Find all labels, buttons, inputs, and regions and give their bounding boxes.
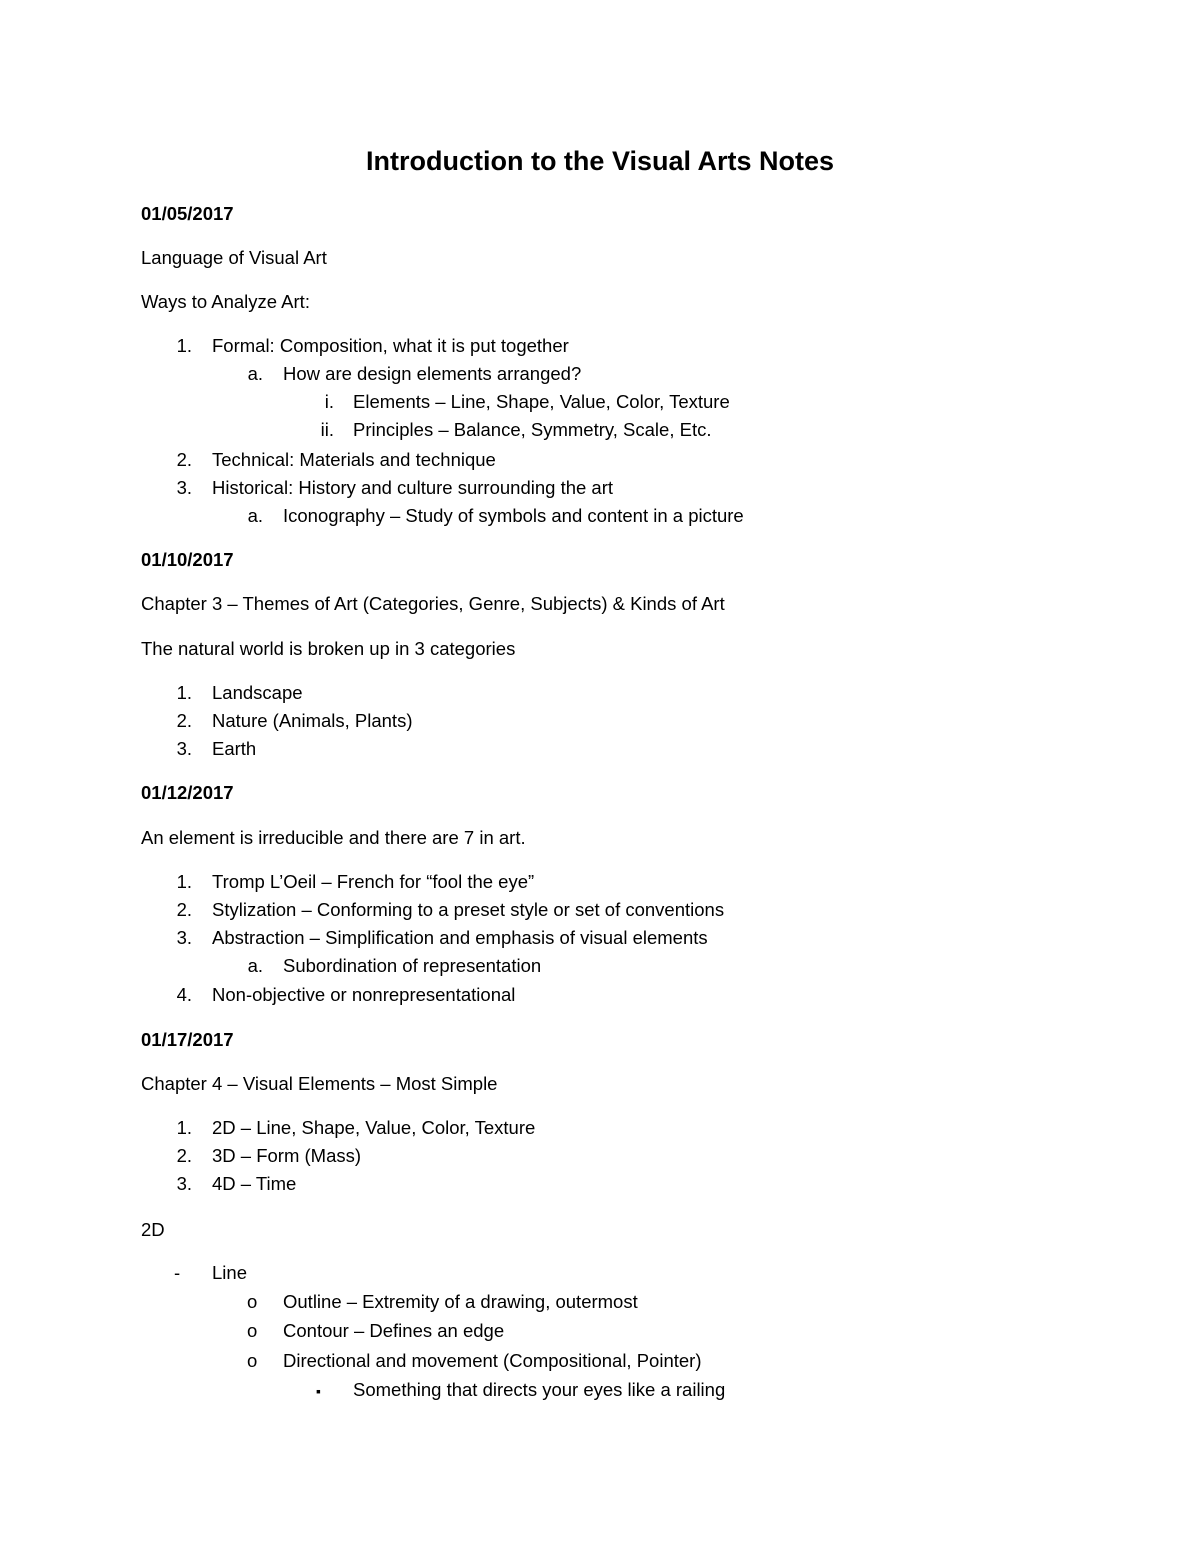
list-marker: 2.: [176, 1145, 192, 1166]
list-item: 3D – Form (Mass): [212, 1145, 362, 1166]
list-item: Technical: Materials and technique: [212, 449, 496, 470]
bullet-marker: -: [174, 1262, 181, 1283]
list-marker: 2.: [176, 449, 192, 470]
list-item: Principles – Balance, Symmetry, Scale, Etc.: [353, 419, 712, 440]
list-item: Formal: Composition, what it is put together: [212, 335, 569, 356]
paragraph: Chapter 4 – Visual Elements – Most Simple: [141, 1073, 498, 1094]
list-marker: 3.: [176, 927, 192, 948]
subheading: 2D: [141, 1219, 165, 1240]
bullet-item: Outline – Extremity of a drawing, outermost: [283, 1291, 638, 1312]
section-date: 01/05/2017: [141, 203, 234, 224]
list-item: Non-objective or nonrepresentational: [212, 984, 516, 1005]
section-date: 01/12/2017: [141, 782, 234, 803]
list-marker: 1.: [176, 871, 192, 892]
list-marker: 3.: [176, 1173, 192, 1194]
list-marker: a.: [247, 505, 263, 526]
paragraph: Language of Visual Art: [141, 247, 327, 268]
list-item: Nature (Animals, Plants): [212, 710, 413, 731]
bullet-item: Contour – Defines an edge: [283, 1320, 505, 1341]
list-item: Landscape: [212, 682, 303, 703]
paragraph: An element is irreducible and there are 7 in art.: [141, 827, 526, 848]
list-item: Earth: [212, 738, 257, 759]
list-item: Abstraction – Simplification and emphasis of visual elements: [212, 927, 708, 948]
bullet-item: Something that directs your eyes like a railing: [353, 1379, 726, 1400]
list-item: Tromp L’Oeil – French for “fool the eye”: [212, 871, 535, 892]
bullet-item: Directional and movement (Compositional, Pointer): [283, 1350, 702, 1371]
paragraph: Ways to Analyze Art:: [141, 291, 310, 312]
list-item: Stylization – Conforming to a preset style or set of conventions: [212, 899, 725, 920]
list-marker: 4.: [176, 984, 192, 1005]
section-date: 01/17/2017: [141, 1029, 234, 1050]
list-marker: ii.: [320, 419, 334, 440]
list-item: How are design elements arranged?: [283, 363, 582, 384]
list-marker: a.: [247, 363, 263, 384]
paragraph: Chapter 3 – Themes of Art (Categories, Genre, Subjects) & Kinds of Art: [141, 593, 725, 614]
list-item: Subordination of representation: [283, 955, 542, 976]
list-item: 2D – Line, Shape, Value, Color, Texture: [212, 1117, 536, 1138]
list-item: 4D – Time: [212, 1173, 297, 1194]
paragraph: The natural world is broken up in 3 categories: [141, 638, 516, 659]
list-marker: i.: [324, 391, 334, 412]
list-item: Iconography – Study of symbols and content in a picture: [283, 505, 744, 526]
bullet-marker: ▪: [316, 1383, 321, 1399]
list-marker: 2.: [176, 710, 192, 731]
bullet-marker: o: [247, 1350, 258, 1371]
list-marker: 3.: [176, 738, 192, 759]
page-title: Introduction to the Visual Arts Notes: [365, 146, 835, 176]
list-marker: 1.: [176, 1117, 192, 1138]
bullet-marker: o: [247, 1291, 258, 1312]
bullet-marker: o: [247, 1320, 258, 1341]
list-item: Elements – Line, Shape, Value, Color, Texture: [353, 391, 730, 412]
bullet-item: Line: [212, 1262, 247, 1283]
list-marker: 2.: [176, 899, 192, 920]
list-marker: 1.: [176, 335, 192, 356]
section-date: 01/10/2017: [141, 549, 234, 570]
list-marker: 3.: [176, 477, 192, 498]
list-marker: a.: [247, 955, 263, 976]
list-marker: 1.: [176, 682, 192, 703]
list-item: Historical: History and culture surrounding the art: [212, 477, 614, 498]
